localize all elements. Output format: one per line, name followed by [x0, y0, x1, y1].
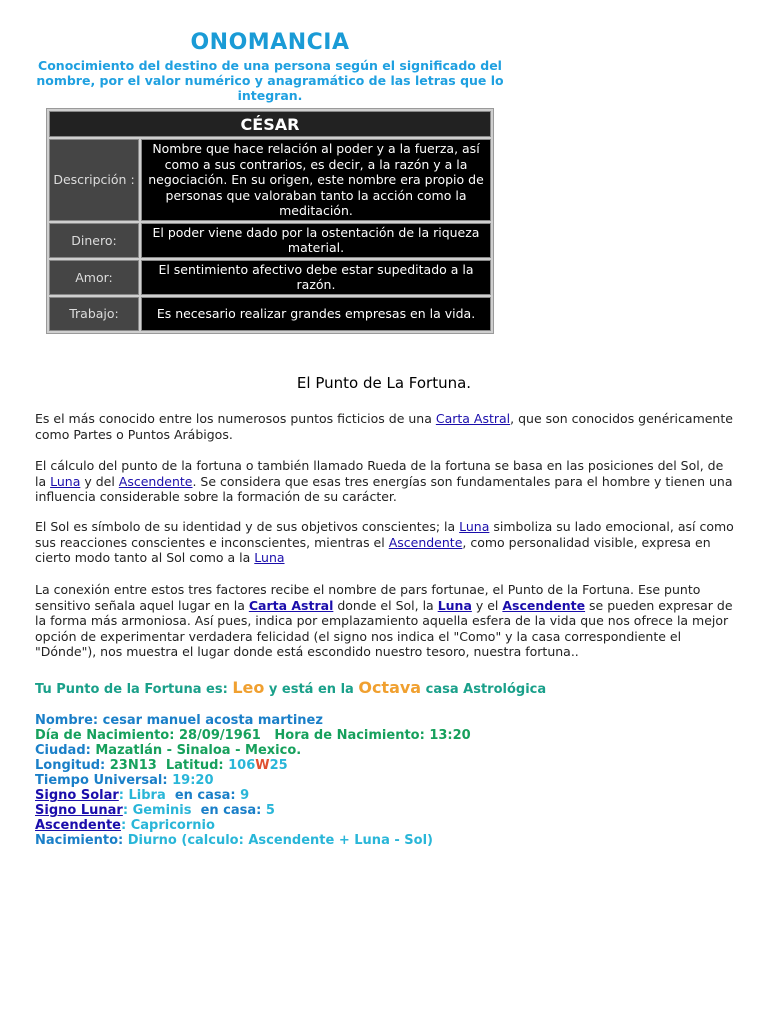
- nacimiento-label: Nacimiento:: [35, 833, 124, 848]
- result-sign: Leo: [232, 678, 265, 697]
- signo-lunar-value: Geminis: [132, 803, 192, 818]
- result-middle: y está en la: [264, 682, 359, 697]
- nombre-row: [35, 713, 735, 728]
- text-span: se pueden expresar de la forma más armoniosa. Así pues, indica por emplazamiento aquella esfera de la vida que nos ofrece la mejor opción de experimentar verdadera felicidad (el signo nos indica el "Como" y la casa correspondiente el "Dónde"), nos muestra el lugar donde está escondido nuestro tesoro, nuestra fortuna..: [35, 597, 733, 659]
- text-span: y del: [80, 473, 119, 489]
- longitud-value: 23N13: [109, 758, 157, 773]
- tiempo-label: Tiempo Universal:: [35, 773, 168, 788]
- trabajo-value: Es necesario realizar grandes empresas en la vida.: [141, 297, 491, 331]
- nacimiento-row: [35, 833, 735, 848]
- nacimiento-value: Diurno (calculo: Ascendente + Luna - Sol): [127, 833, 433, 848]
- text-span: , como personalidad visible, expresa en cierto modo tanto al Sol como a la: [35, 534, 711, 565]
- luna-link[interactable]: Luna: [254, 550, 285, 565]
- latitud-degrees: 106: [228, 758, 256, 773]
- text-span: El cálculo del punto de la fortuna o también llamado Rueda de la fortuna se basa en las posiciones del Sol, de la: [35, 458, 724, 489]
- tiempo-row: [35, 773, 735, 788]
- luna-link[interactable]: Luna: [437, 597, 472, 613]
- solar-casa-value: 9: [240, 788, 250, 803]
- latitud-direction: W: [255, 758, 270, 773]
- ascendente-value: Capricornio: [130, 818, 215, 833]
- dinero-value: El poder viene dado por la ostentación de la riqueza material.: [141, 223, 491, 258]
- result-suffix: casa Astrológica: [421, 682, 547, 697]
- nombre-label: Nombre:: [35, 713, 99, 728]
- fecha-row: [35, 728, 735, 743]
- name-heading: CÉSAR: [49, 111, 491, 137]
- onomancia-subtitle: Conocimiento del destino de una persona según el significado del nombre, por el valor numérico y anagramático de las letras que lo integran.: [36, 58, 504, 103]
- onomancia-header: [0, 30, 540, 103]
- ciudad-label: Ciudad:: [35, 743, 91, 758]
- luna-link[interactable]: Luna: [459, 519, 490, 534]
- birth-info: [35, 713, 735, 848]
- hora-value: 13:20: [429, 728, 471, 743]
- result-prefix: Tu Punto de la Fortuna es:: [35, 682, 233, 697]
- signo-solar-value: Libra: [128, 788, 166, 803]
- carta-astral-link[interactable]: Carta Astral: [248, 597, 334, 613]
- fortuna-paragraph-2: [35, 458, 735, 505]
- name-meaning-table: [46, 108, 494, 334]
- tiempo-value: 19:20: [172, 773, 214, 788]
- text-span: Es el más conocido entre los numerosos puntos ficticios de una: [35, 411, 436, 426]
- coordenadas-row: [35, 758, 735, 773]
- dia-label: Día de Nacimiento:: [35, 728, 175, 743]
- text-span: La conexión entre estos tres factores recibe el nombre de pars fortunae, el Punto de la Fortuna. Ese punto sensitivo señala aquel lugar en la: [35, 582, 701, 613]
- hora-label: Hora de Nacimiento:: [274, 728, 425, 743]
- fortuna-paragraph-4: [35, 582, 735, 660]
- text-span: El Sol es símbolo de su identidad y de sus objetivos conscientes; la: [35, 519, 460, 534]
- trabajo-label: Trabajo:: [49, 297, 139, 331]
- colon: :: [122, 803, 133, 818]
- ascendente-link[interactable]: Ascendente: [118, 473, 193, 489]
- signo-solar-link[interactable]: Signo Solar: [35, 788, 119, 803]
- solar-casa-label: en casa:: [174, 788, 236, 803]
- signo-lunar-row: [35, 803, 735, 818]
- nombre-value: cesar manuel acosta martinez: [102, 713, 323, 728]
- dinero-label: Dinero:: [49, 223, 139, 258]
- carta-astral-link[interactable]: Carta Astral: [435, 411, 511, 426]
- text-span: . Se considera que esas tres energías son fundamentales para el hombre y tienen una influencia considerable sobre la formación de su carácter.: [35, 473, 733, 504]
- text-span: donde el Sol, la: [333, 597, 438, 613]
- result-house: Octava: [358, 678, 422, 697]
- dia-value: 28/09/1961: [178, 728, 261, 743]
- latitud-minutes: 25: [269, 758, 288, 773]
- colon: :: [118, 788, 129, 803]
- luna-link[interactable]: Luna: [50, 473, 81, 489]
- ciudad-row: [35, 743, 735, 758]
- latitud-label: Latitud:: [165, 758, 224, 773]
- lunar-casa-label: en casa:: [200, 803, 262, 818]
- colon: :: [121, 818, 131, 833]
- text-span: y el: [471, 597, 503, 613]
- fortuna-paragraph-1: [35, 411, 735, 442]
- signo-lunar-link[interactable]: Signo Lunar: [35, 803, 123, 818]
- signo-solar-row: [35, 788, 735, 803]
- amor-label: Amor:: [49, 260, 139, 295]
- ascendente-row: [35, 818, 735, 833]
- text-span: simboliza su lado emocional, así como sus reacciones conscientes e inconscientes, mientras el: [35, 519, 734, 550]
- text-span: , que son conocidos genéricamente como Partes o Puntos Arábigos.: [35, 411, 733, 442]
- ciudad-value: Mazatlán - Sinaloa - Mexico.: [95, 743, 302, 758]
- fortuna-paragraph-3: [35, 519, 735, 566]
- ascendente-link[interactable]: Ascendente: [502, 597, 586, 613]
- ascendente-link[interactable]: Ascendente: [35, 818, 121, 833]
- descripcion-value: Nombre que hace relación al poder y a la fuerza, así como a sus contrarios, es decir, a la razón y a la negociación. En su origen, este nombre era propio de personas que valoraban tanto la acción como la meditación.: [141, 139, 491, 221]
- lunar-casa-value: 5: [265, 803, 275, 818]
- amor-value: El sentimiento afectivo debe estar supeditado a la razón.: [141, 260, 491, 295]
- fortuna-title: El Punto de La Fortuna.: [296, 374, 472, 392]
- ascendente-link[interactable]: Ascendente: [388, 534, 463, 550]
- fortuna-result: [35, 678, 546, 697]
- descripcion-label: Descripción :: [49, 139, 139, 221]
- longitud-label: Longitud:: [35, 758, 106, 773]
- onomancia-title: ONOMANCIA: [190, 30, 350, 55]
